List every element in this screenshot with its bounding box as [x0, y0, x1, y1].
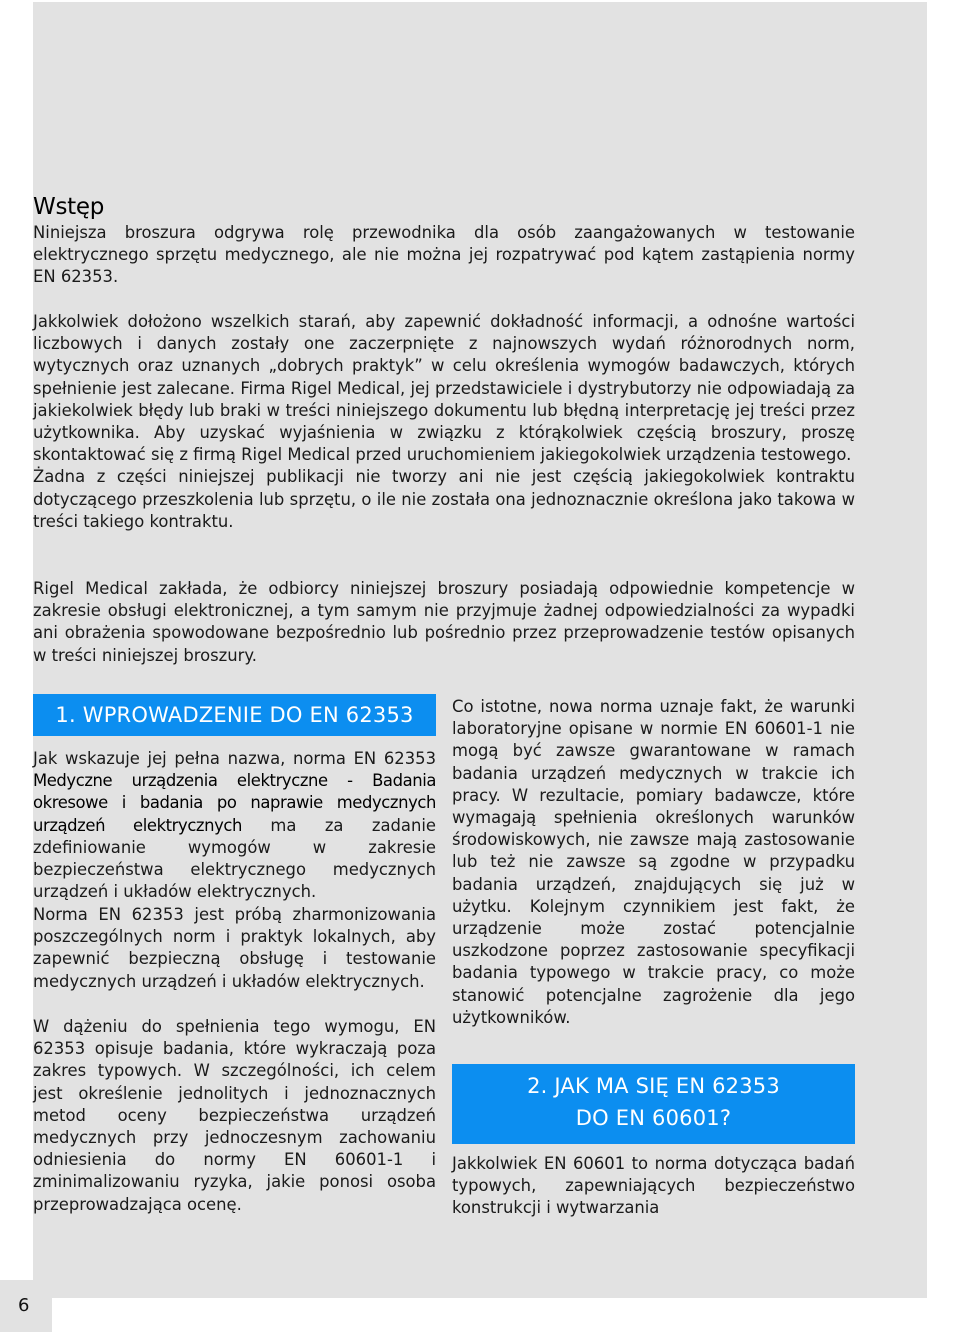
- intro-paragraph-2: [33, 311, 855, 533]
- section-1-paragraph-1: [33, 748, 436, 903]
- lp1-pre: Jak wskazuje jej pełna nazwa, norma EN 62353: [33, 749, 436, 768]
- intro-title: Wstęp: [33, 194, 104, 220]
- section-2-heading-line-2: DO EN 60601?: [575, 1106, 732, 1130]
- intro-paragraph-3: Rigel Medical zakłada, że odbiorcy niniejszej broszury posiadają odpowiednie kompetencje w zakresie obsługi elektronicznej, a tym samym nie przyjmuje żadnej odpowiedzialności za wypadki ani obrażenia spowodowane bezpośrednio lub pośrednio przez przeprowadzenie testów opisanych w treści niniejszej broszury.: [33, 579, 855, 665]
- section-2-paragraph-1: Jakkolwiek EN 60601 to norma dotycząca badań typowych, zapewniających bezpieczeństwo konstrukcji i wytwarzania: [452, 1154, 855, 1218]
- section-2-heading-line-1: 2. JAK MA SIĘ EN 62353: [527, 1074, 780, 1098]
- page-number: 6: [18, 1295, 30, 1316]
- standard-title: Medyczne urządzenia elektryczne - Badania okresowe i badania po naprawie medycznych urządzeń elektrycznych: [33, 771, 436, 835]
- section-2-heading: [452, 1064, 855, 1144]
- section-1-paragraph-3: W dążeniu do spełnienia tego wymogu, EN 62353 opisuje badania, które wykraczają poza zakres typowych. W szczególności, ich celem jest określenie jednolitych i jednoznacznych metod oceny bezpieczeństwa urządzeń medycznych przy jednoczesnym zachowaniu odniesienia do normy EN 60601-1 i zminimalizowaniu ryzyka, jakie ponosi osoba przeprowadzająca ocenę.: [33, 1017, 436, 1214]
- intro-paragraph-2a: Jakkolwiek dołożono wszelkich starań, aby zapewnić dokładność informacji, a odnośne wartości liczbowych i danych zostały one zaczerpnięte z najnowszych wydań różnorodnych norm, wytycznych oraz uznanych „dobrych praktyk” w celu określenia wymogów badawczych, których spełnienie jest zalecane.: [33, 312, 855, 398]
- intro-paragraph-1: Niniejsza broszura odgrywa rolę przewodnika dla osób zaangażowanych w testowanie elektrycznego sprzętu medycznego, ale nie można jej rozpatrywać pod kątem zastąpienia normy EN 62353.: [33, 223, 855, 287]
- section-1-heading: 1. WPROWADZENIE DO EN 62353: [33, 694, 436, 736]
- intro-paragraph-2c: Żadna z części niniejszej publikacji nie tworzy ani nie jest częścią jakiegokolwiek kontraktu dotyczącego przeszkolenia lub sprzętu, o ile nie została ona jednoznacznie określona jako takowa w treści takiego kontraktu.: [33, 467, 855, 531]
- section-1-paragraph-4: Co istotne, nowa norma uznaje fakt, że warunki laboratoryjne opisane w normie EN 60601-1 nie mogą być zawsze gwarantowane w ramach badania urządzeń medycznych w trakcie ich pracy. W rezultacie, pomiary badawcze, które wymagają spełnienia określonych warunków środowiskowych, nie zawsze mają zastosowanie lub też nie zawsze są zgodne w przypadku badania urządzeń, znajdujących się już w użytku. Kolejnym czynnikiem jest fakt, że urządzenie może zostać potencjalnie uszkodzone poprzez zastosowanie specyfikacji badania typowego w trakcie pracy, co może stanowić potencjalne zagrożenie dla jego użytkowników.: [452, 697, 855, 1027]
- section-1-paragraph-2: Norma EN 62353 jest próbą zharmonizowania poszczególnych norm i praktyk lokalnych, aby zapewnić bezpieczną obsługę i testowanie medycznych urządzeń i układów elektrycznych.: [33, 905, 436, 991]
- lp1-post: ma za zadanie zdefiniowanie wymogów w zakresie bezpieczeństwa elektrycznego medycznych urządzeń i układów elektrycznych.: [33, 815, 436, 902]
- intro-paragraph-2b: Firma Rigel Medical, jej przedstawiciele i dystrybutorzy nie odpowiadają za jakiekolwiek błędy lub braki w treści niniejszego dokumentu lub błędną interpretację jej treści przez użytkownika. Aby uzyskać wyjaśnienia w związku z którąkolwiek częścią broszury, proszę skontaktować się z firmą Rigel Medical przed uruchomieniem jakiegokolwiek urządzenia testowego.: [33, 378, 855, 465]
